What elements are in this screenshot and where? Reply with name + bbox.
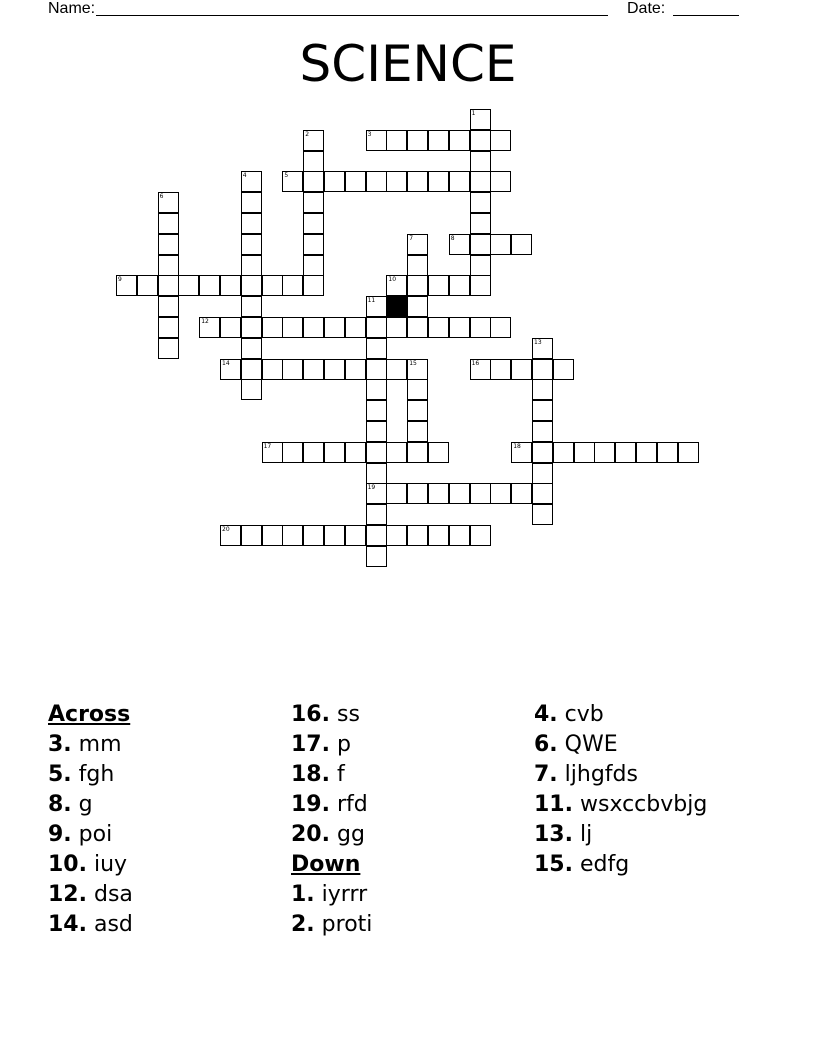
grid-cell[interactable] xyxy=(386,359,407,380)
grid-cell[interactable] xyxy=(241,525,262,546)
grid-cell[interactable] xyxy=(241,379,262,400)
clue-number: 11. xyxy=(534,792,573,817)
name-label: Name: xyxy=(48,0,96,17)
grid-cell[interactable] xyxy=(366,525,387,546)
grid-cell[interactable] xyxy=(490,317,511,338)
clue-column-2 xyxy=(291,700,531,940)
grid-cell[interactable] xyxy=(366,442,387,463)
grid-cell[interactable] xyxy=(241,296,262,317)
clue-number: 3. xyxy=(48,732,72,757)
grid-cell[interactable] xyxy=(449,275,470,296)
clue-number: 17. xyxy=(291,732,330,757)
cell-number: 17 xyxy=(263,442,272,450)
grid-cell[interactable] xyxy=(220,359,241,380)
grid-cell[interactable] xyxy=(282,171,303,192)
clue-down-11 xyxy=(534,790,774,820)
grid-cell[interactable] xyxy=(303,525,324,546)
clue-across-17 xyxy=(291,730,531,760)
grid-cell[interactable] xyxy=(470,525,491,546)
grid-cell[interactable] xyxy=(303,171,324,192)
grid-cell[interactable] xyxy=(511,234,532,255)
cell-number: 19 xyxy=(367,484,376,492)
clue-text: dsa xyxy=(93,882,133,907)
grid-cell[interactable] xyxy=(345,442,366,463)
grid-cell[interactable] xyxy=(428,442,449,463)
grid-cell[interactable] xyxy=(553,442,574,463)
grid-cell[interactable] xyxy=(282,442,303,463)
grid-cell[interactable] xyxy=(303,442,324,463)
grid-cell[interactable] xyxy=(511,359,532,380)
grid-cell[interactable] xyxy=(407,234,428,255)
grid-cell[interactable] xyxy=(532,442,553,463)
grid-cell[interactable] xyxy=(490,130,511,151)
clue-down-7 xyxy=(534,760,774,790)
clue-down-2 xyxy=(291,910,531,940)
clue-across-19 xyxy=(291,790,531,820)
cell-number: 16 xyxy=(471,359,480,367)
clue-across-14 xyxy=(48,910,288,940)
clue-text: edfg xyxy=(579,852,630,877)
grid-cell[interactable] xyxy=(303,213,324,234)
grid-cell[interactable] xyxy=(262,442,283,463)
clue-text: iuy xyxy=(93,852,128,877)
clue-text: asd xyxy=(93,912,133,937)
cell-number: 2 xyxy=(305,130,310,138)
clue-down-1 xyxy=(291,880,531,910)
grid-cell[interactable] xyxy=(407,525,428,546)
grid-cell[interactable] xyxy=(366,546,387,567)
clue-list xyxy=(48,700,788,960)
grid-cell[interactable] xyxy=(615,442,636,463)
grid-cell[interactable] xyxy=(449,171,470,192)
clue-column-3 xyxy=(534,700,774,880)
grid-cell[interactable] xyxy=(532,504,553,525)
grid-cell[interactable] xyxy=(241,213,262,234)
clue-across-3 xyxy=(48,730,288,760)
cell-number: 5 xyxy=(284,172,289,180)
grid-cell[interactable] xyxy=(241,234,262,255)
clue-number: 1. xyxy=(291,882,315,907)
clue-down-6 xyxy=(534,730,774,760)
grid-cell[interactable] xyxy=(470,234,491,255)
grid-cell[interactable] xyxy=(282,317,303,338)
cell-number: 8 xyxy=(450,234,455,242)
clue-down-15 xyxy=(534,850,774,880)
clue-across-12 xyxy=(48,880,288,910)
grid-cell[interactable] xyxy=(366,421,387,442)
grid-cell[interactable] xyxy=(407,359,428,380)
cell-number: 9 xyxy=(118,276,122,284)
grid-cell[interactable] xyxy=(449,525,470,546)
grid-cell[interactable] xyxy=(470,359,491,380)
grid-cell[interactable] xyxy=(470,171,491,192)
grid-cell[interactable] xyxy=(532,463,553,484)
grid-cell[interactable] xyxy=(386,130,407,151)
grid-cell[interactable] xyxy=(678,442,699,463)
clue-number: 4. xyxy=(534,702,558,727)
grid-cell[interactable] xyxy=(407,275,428,296)
grid-cell[interactable] xyxy=(490,359,511,380)
grid-cell[interactable] xyxy=(366,359,387,380)
clue-column-1 xyxy=(48,700,288,940)
clue-text: fgh xyxy=(78,762,115,787)
grid-cell[interactable] xyxy=(407,130,428,151)
grid-cell[interactable] xyxy=(470,130,491,151)
grid-cell[interactable] xyxy=(324,317,345,338)
clue-number: 10. xyxy=(48,852,87,877)
grid-cell[interactable] xyxy=(262,525,283,546)
clue-down-13 xyxy=(534,820,774,850)
grid-cell[interactable] xyxy=(116,275,137,296)
grid-cell[interactable] xyxy=(532,421,553,442)
grid-cell[interactable] xyxy=(428,317,449,338)
grid-cell[interactable] xyxy=(303,234,324,255)
grid-cell[interactable] xyxy=(636,442,657,463)
grid-cell[interactable] xyxy=(428,483,449,504)
grid-cell[interactable] xyxy=(553,359,574,380)
grid-cell[interactable] xyxy=(158,213,179,234)
grid-cell[interactable] xyxy=(324,171,345,192)
clue-text: p xyxy=(336,732,351,757)
cell-number: 10 xyxy=(388,276,397,284)
grid-cell[interactable] xyxy=(366,483,387,504)
clue-text: g xyxy=(78,792,93,817)
grid-cell[interactable] xyxy=(241,359,262,380)
grid-cell[interactable] xyxy=(262,359,283,380)
clue-number: 20. xyxy=(291,822,330,847)
grid-cell[interactable] xyxy=(532,483,553,504)
grid-cell[interactable] xyxy=(407,400,428,421)
grid-cell[interactable] xyxy=(407,255,428,276)
grid-cell[interactable] xyxy=(158,338,179,359)
clue-text: cvb xyxy=(564,702,604,727)
cell-number: 13 xyxy=(534,338,542,346)
clue-number: 7. xyxy=(534,762,558,787)
clue-across-9 xyxy=(48,820,288,850)
clue-text: ss xyxy=(336,702,360,727)
grid-cell[interactable] xyxy=(366,400,387,421)
grid-cell[interactable] xyxy=(470,255,491,276)
grid-cell[interactable] xyxy=(428,171,449,192)
grid-cell[interactable] xyxy=(532,359,553,380)
clue-across-20 xyxy=(291,820,531,850)
grid-cell[interactable] xyxy=(449,130,470,151)
clue-number: 15. xyxy=(534,852,573,877)
grid-cell[interactable] xyxy=(220,275,241,296)
grid-cell[interactable] xyxy=(657,442,678,463)
clue-text: proti xyxy=(321,912,373,937)
grid-cell[interactable] xyxy=(470,151,491,172)
grid-cell[interactable] xyxy=(178,275,199,296)
grid-cell[interactable] xyxy=(511,483,532,504)
grid-cell[interactable] xyxy=(386,171,407,192)
grid-cell[interactable] xyxy=(386,442,407,463)
cell-number: 14 xyxy=(222,359,230,367)
clue-across-8 xyxy=(48,790,288,820)
grid-cell[interactable] xyxy=(449,234,470,255)
down-heading: Down xyxy=(291,852,361,877)
grid-cell[interactable] xyxy=(158,192,179,213)
cell-number: 3 xyxy=(367,130,372,138)
clue-text: gg xyxy=(336,822,365,847)
grid-cell[interactable] xyxy=(407,296,428,317)
grid-cell[interactable] xyxy=(137,275,158,296)
grid-cell[interactable] xyxy=(366,296,387,317)
grid-cell[interactable] xyxy=(158,234,179,255)
clue-across-18 xyxy=(291,760,531,790)
grid-cell[interactable] xyxy=(428,275,449,296)
grid-cell[interactable] xyxy=(262,275,283,296)
grid-cell[interactable] xyxy=(241,275,262,296)
grid-cell[interactable] xyxy=(366,379,387,400)
grid-cell[interactable] xyxy=(282,275,303,296)
clue-number: 6. xyxy=(534,732,558,757)
cell-number: 11 xyxy=(367,297,376,305)
across-heading: Across xyxy=(48,702,131,727)
cell-number: 12 xyxy=(201,318,209,325)
grid-cell[interactable] xyxy=(449,483,470,504)
grid-cell[interactable] xyxy=(407,379,428,400)
grid-cell[interactable] xyxy=(470,192,491,213)
grid-cell[interactable] xyxy=(345,317,366,338)
clue-text: wsxccbvbjg xyxy=(579,792,708,817)
grid-cell[interactable] xyxy=(366,463,387,484)
clue-number: 5. xyxy=(48,762,72,787)
grid-cell[interactable] xyxy=(490,171,511,192)
grid-cell[interactable] xyxy=(345,359,366,380)
grid-cell[interactable] xyxy=(366,504,387,525)
clue-text: rfd xyxy=(336,792,368,817)
grid-cell[interactable] xyxy=(303,255,324,276)
grid-cell[interactable] xyxy=(282,359,303,380)
grid-cell[interactable] xyxy=(470,483,491,504)
grid-cell[interactable] xyxy=(303,317,324,338)
grid-cell[interactable] xyxy=(158,275,179,296)
grid-cell[interactable] xyxy=(407,483,428,504)
clue-across-16 xyxy=(291,700,531,730)
grid-cell[interactable] xyxy=(386,317,407,338)
grid-cell[interactable] xyxy=(303,275,324,296)
grid-cell[interactable] xyxy=(490,483,511,504)
cell-number: 18 xyxy=(513,442,521,450)
grid-cell[interactable] xyxy=(532,400,553,421)
grid-cell[interactable] xyxy=(366,171,387,192)
clue-text: ljhgfds xyxy=(564,762,638,787)
grid-cell[interactable] xyxy=(532,338,553,359)
grid-cell[interactable] xyxy=(366,338,387,359)
date-label: Date: xyxy=(627,0,666,17)
grid-cell[interactable] xyxy=(532,379,553,400)
cell-number: 7 xyxy=(409,234,414,242)
grid-cell[interactable] xyxy=(324,359,345,380)
grid-cell[interactable] xyxy=(199,275,220,296)
grid-cell[interactable] xyxy=(241,171,262,192)
grid-cell[interactable] xyxy=(407,442,428,463)
grid-cell[interactable] xyxy=(303,130,324,151)
clue-number: 8. xyxy=(48,792,72,817)
grid-cell[interactable] xyxy=(241,255,262,276)
grid-cell[interactable] xyxy=(470,213,491,234)
clue-text: mm xyxy=(78,732,122,757)
clue-number: 9. xyxy=(48,822,72,847)
grid-cell[interactable] xyxy=(158,317,179,338)
clue-down-4 xyxy=(534,700,774,730)
grid-cell[interactable] xyxy=(303,359,324,380)
grid-cell[interactable] xyxy=(407,171,428,192)
grid-cell[interactable] xyxy=(324,525,345,546)
grid-cell[interactable] xyxy=(407,421,428,442)
clue-text: f xyxy=(336,762,345,787)
grid-cell[interactable] xyxy=(262,317,283,338)
clue-number: 18. xyxy=(291,762,330,787)
grid-cell[interactable] xyxy=(282,525,303,546)
clue-number: 14. xyxy=(48,912,87,937)
clue-text: poi xyxy=(78,822,113,847)
grid-cell[interactable] xyxy=(470,275,491,296)
grid-cell[interactable] xyxy=(158,296,179,317)
clue-number: 19. xyxy=(291,792,330,817)
grid-cell[interactable] xyxy=(303,151,324,172)
clue-number: 12. xyxy=(48,882,87,907)
grid-cell[interactable] xyxy=(303,192,324,213)
cell-number: 20 xyxy=(222,526,230,533)
clue-number: 2. xyxy=(291,912,315,937)
clue-number: 16. xyxy=(291,702,330,727)
grid-cell[interactable] xyxy=(511,442,532,463)
cell-number: 1 xyxy=(471,110,476,117)
cell-number: 4 xyxy=(242,172,247,180)
grid-cell[interactable] xyxy=(470,109,491,130)
grid-cell[interactable] xyxy=(220,317,241,338)
grid-cell[interactable] xyxy=(428,130,449,151)
grid-cell[interactable] xyxy=(220,525,241,546)
grid-cell[interactable] xyxy=(428,525,449,546)
grid-cell[interactable] xyxy=(324,442,345,463)
grid-cell[interactable] xyxy=(241,192,262,213)
clue-text: iyrrr xyxy=(321,882,368,907)
grid-cell[interactable] xyxy=(386,525,407,546)
grid-cell[interactable] xyxy=(366,317,387,338)
grid-cell[interactable] xyxy=(241,317,262,338)
cell-number: 6 xyxy=(159,193,164,201)
clue-text: QWE xyxy=(564,732,618,757)
grid-cell[interactable] xyxy=(366,130,387,151)
grid-cell[interactable] xyxy=(199,317,220,338)
grid-cell[interactable] xyxy=(386,483,407,504)
clue-across-10 xyxy=(48,850,288,880)
grid-cell[interactable] xyxy=(470,317,491,338)
grid-cell[interactable] xyxy=(449,317,470,338)
black-cell xyxy=(386,296,407,317)
grid-cell[interactable] xyxy=(158,255,179,276)
cell-number: 15 xyxy=(409,359,417,367)
grid-cell[interactable] xyxy=(386,275,407,296)
grid-cell[interactable] xyxy=(345,171,366,192)
clue-across-5 xyxy=(48,760,288,790)
clue-text: lj xyxy=(579,822,593,847)
grid-cell[interactable] xyxy=(407,317,428,338)
grid-cell[interactable] xyxy=(345,525,366,546)
grid-cell[interactable] xyxy=(490,234,511,255)
clue-number: 13. xyxy=(534,822,573,847)
page-title: SCIENCE xyxy=(299,35,517,93)
grid-cell[interactable] xyxy=(574,442,595,463)
grid-cell[interactable] xyxy=(594,442,615,463)
grid-cell[interactable] xyxy=(241,338,262,359)
